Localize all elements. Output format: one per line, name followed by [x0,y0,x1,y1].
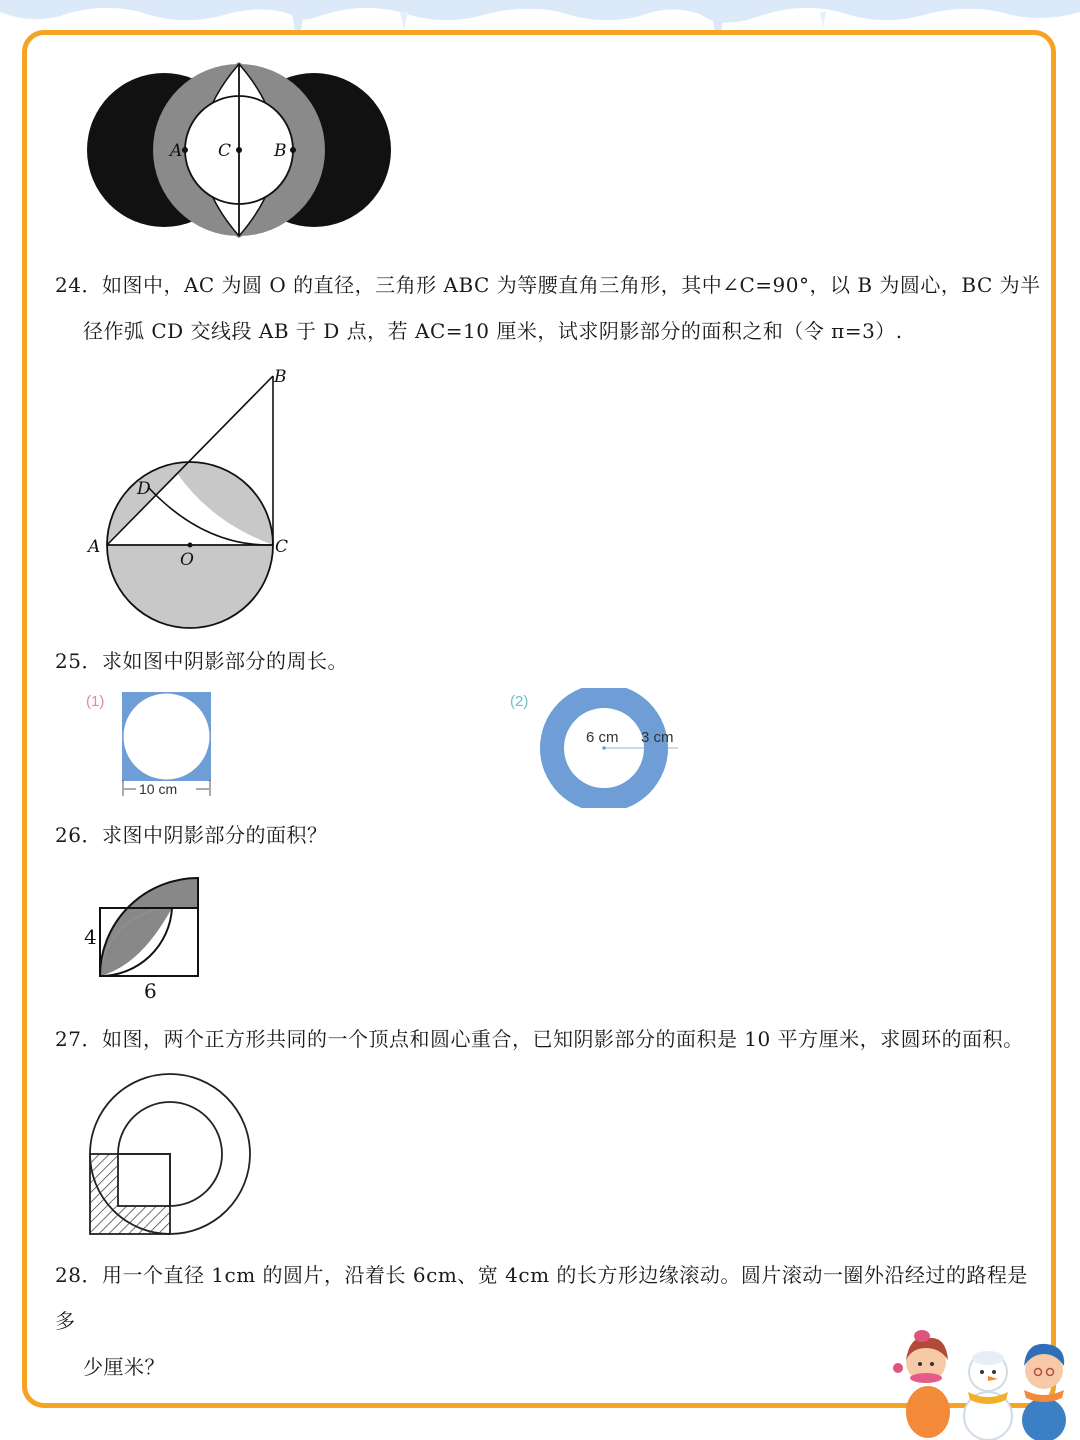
question-26-number: 26． [55,823,102,847]
figure-27-annulus-squares [84,1070,256,1240]
figure-25-1-square-circle [84,688,224,804]
figure-24-triangle-circle [84,362,304,634]
fig25-dim-2a: 6 cm [586,729,619,746]
question-24 [55,262,1045,354]
fig25-dim-1: 10 cm [139,781,178,797]
question-26 [55,812,1045,858]
fig24-label-c: C [275,537,289,557]
question-26-line1: 求图中阴影部分的面积？ [101,823,328,847]
figure-25-2-ring [508,688,688,808]
question-27 [55,1016,1055,1062]
fig24-label-d: D [137,479,151,499]
question-27-line1: 如图，两个正方形共同的一个顶点和圆心重合，已知阴影部分的面积是 10 平方厘米，求圆环的面积。 [101,1027,1024,1051]
fig26-label-4: 4 [84,925,97,949]
fig26-label-6: 6 [144,979,157,1003]
fig25-dim-2b: 3 cm [641,729,674,746]
question-24-number: 24． [55,273,102,297]
fig25-label-2: (2) [510,693,529,710]
figure-23-circles [84,44,396,256]
question-25-number: 25． [55,649,102,673]
question-24-line1: 如图中，AC 为圆 O 的直径，三角形 ABC 为等腰直角三角形，其中∠C=90°，以 B 为圆心，BC 为半 [101,273,1041,297]
question-25 [55,638,1045,684]
question-28-line2: 少厘米？ [83,1355,165,1379]
fig24-label-a: A [88,537,101,557]
question-28-line1: 用一个直径 1cm 的圆片，沿着长 6cm、宽 4cm 的长方形边缘滚动。圆片滚动一圈外沿经过的路程是多 [55,1263,1028,1333]
fig23-label-c: C [218,141,232,161]
question-28-number: 28． [55,1263,102,1287]
fig24-label-o: O [180,550,194,570]
fig25-label-1: (1) [86,693,105,710]
figure-26-rectangle-arcs [80,866,208,1006]
winter-kids-illustration [880,1320,1080,1440]
fig23-label-b: B [274,141,287,161]
question-25-line1: 求如图中阴影部分的周长。 [101,649,348,673]
question-27-number: 27． [55,1027,102,1051]
fig23-label-a: A [170,141,183,161]
fig24-label-b: B [274,367,287,387]
question-24-line2: 径作弧 CD 交线段 AB 于 D 点，若 AC=10 厘米，试求阴影部分的面积之和（令 π=3）. [83,319,903,343]
